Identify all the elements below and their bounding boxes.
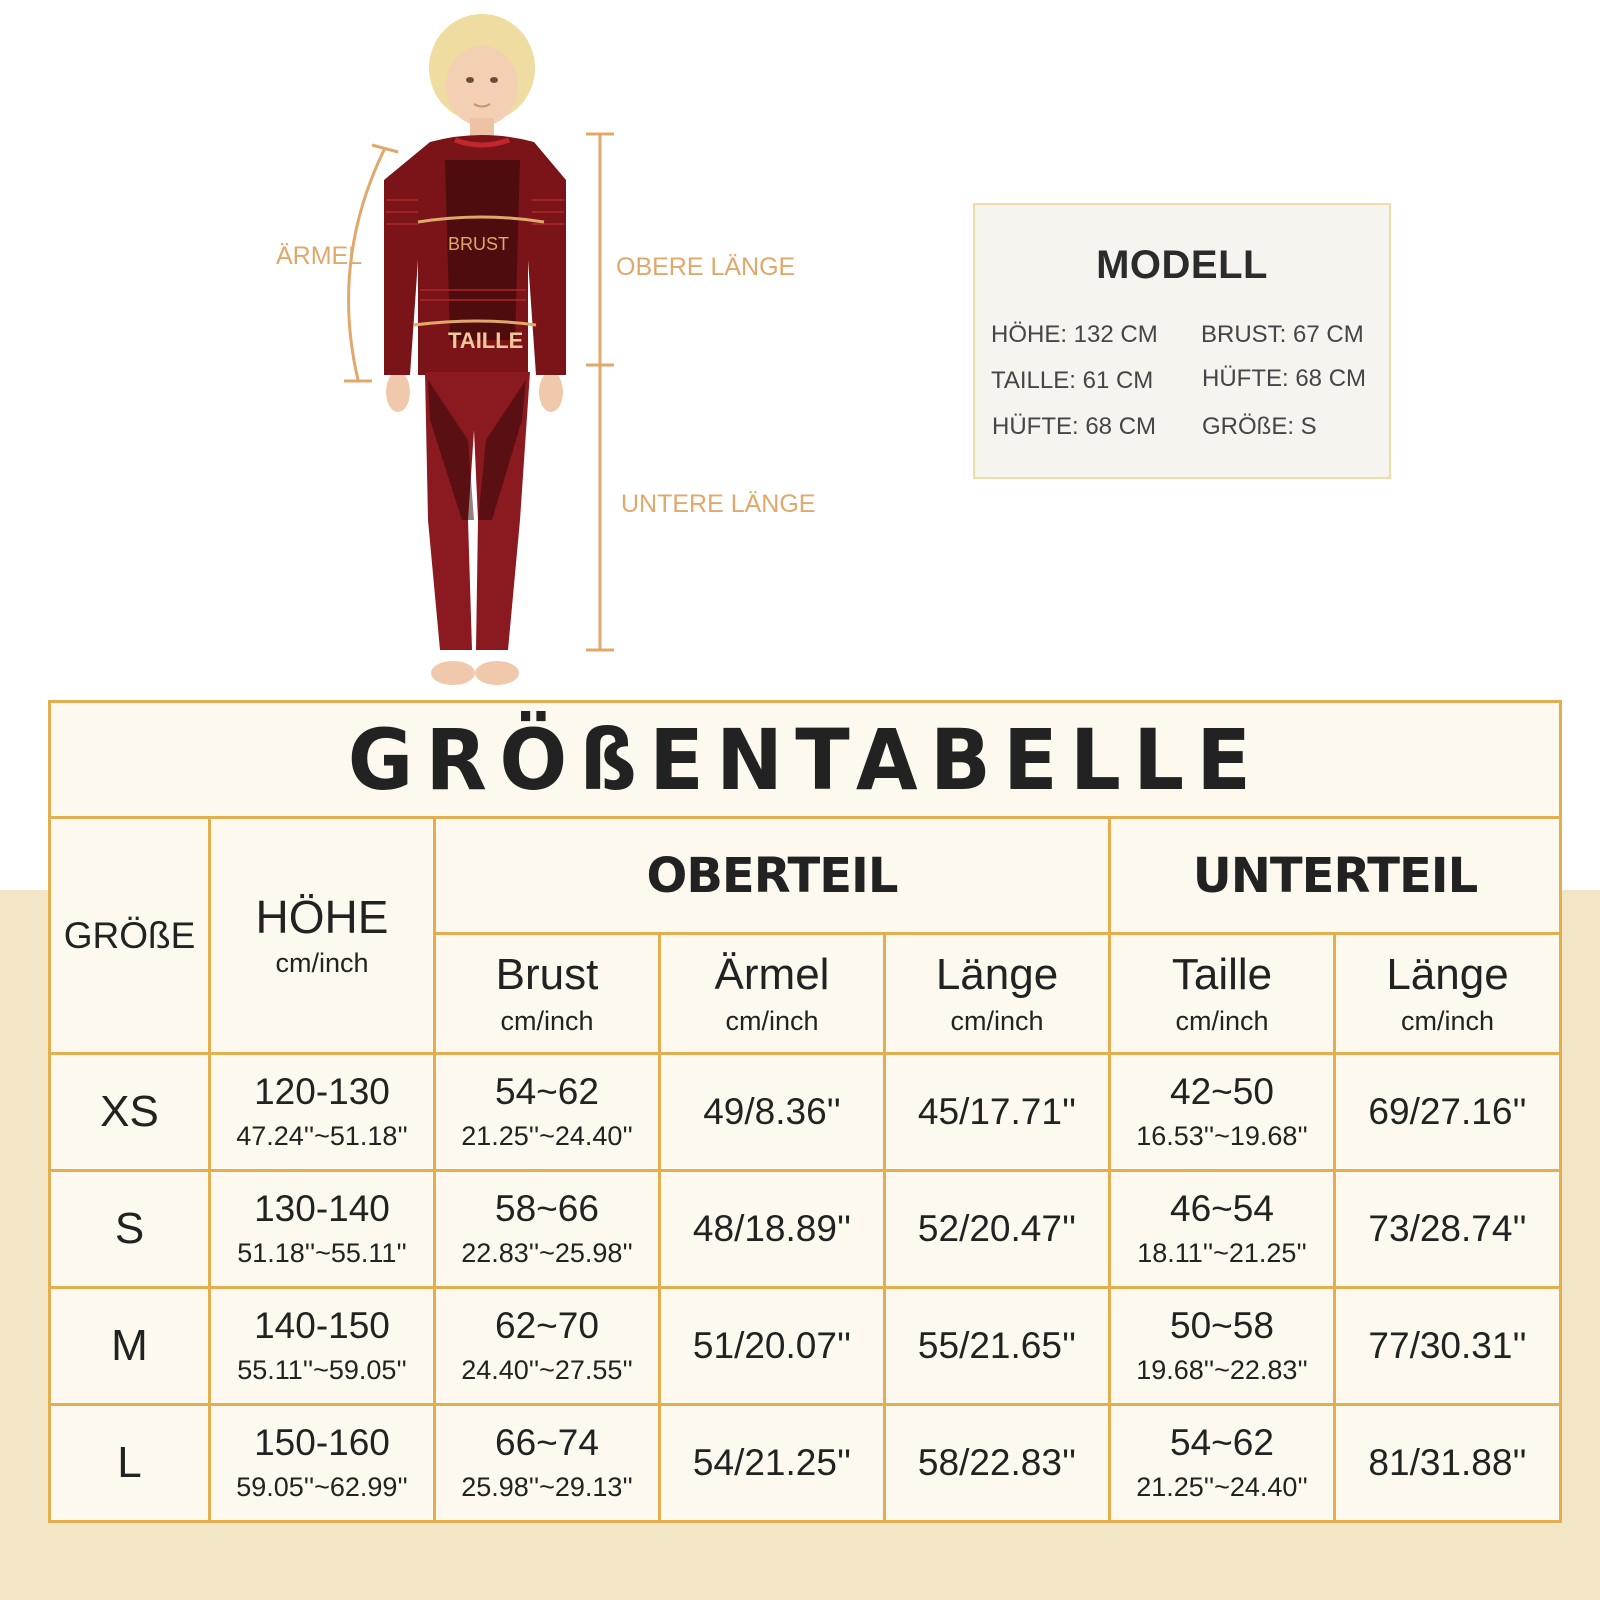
top-length-cell: 58/22.83'' — [885, 1405, 1110, 1522]
sleeve-cell: 54/21.25'' — [660, 1405, 885, 1522]
top-length-header-label: Länge — [935, 949, 1059, 999]
height-cm: 130-140 — [254, 1188, 390, 1229]
model-waist: TAILLE: 61 CM — [991, 367, 1154, 394]
height-cell — [210, 1405, 435, 1522]
upper-length-label: OBERE LÄNGE — [616, 253, 796, 281]
height-inch: 59.05''~62.99'' — [236, 1472, 408, 1502]
chest-cm: 66~74 — [495, 1422, 599, 1463]
chest-column-header — [435, 934, 660, 1054]
top-length-column-header — [885, 934, 1110, 1054]
chest-cell — [435, 1171, 660, 1288]
bottom-length-cell: 69/27.16'' — [1335, 1054, 1561, 1171]
size-cell: S — [50, 1171, 210, 1288]
sleeve-header-unit: cm/inch — [725, 1005, 819, 1036]
waist-cm: 46~54 — [1170, 1188, 1274, 1229]
bottom-length-column-header — [1335, 934, 1561, 1054]
waist-cm: 54~62 — [1170, 1422, 1274, 1463]
height-cell — [210, 1054, 435, 1171]
size-cell: L — [50, 1405, 210, 1522]
left-foot-shape — [431, 661, 475, 685]
waist-inch: 18.11''~21.25'' — [1137, 1238, 1307, 1268]
chest-cm: 54~62 — [495, 1071, 599, 1112]
top-length-cell: 55/21.65'' — [885, 1288, 1110, 1405]
sleeve-cell: 48/18.89'' — [660, 1171, 885, 1288]
height-inch: 51.18''~55.11'' — [237, 1238, 407, 1268]
waist-column-header — [1110, 934, 1335, 1054]
face-shape — [446, 46, 518, 126]
top-length-header-unit: cm/inch — [950, 1005, 1044, 1036]
table-row — [50, 1288, 1561, 1405]
chest-inch: 22.83''~25.98'' — [461, 1238, 633, 1268]
waist-header-unit: cm/inch — [1175, 1005, 1269, 1036]
sleeve-cell: 51/20.07'' — [660, 1288, 885, 1405]
height-cm: 140-150 — [254, 1305, 390, 1346]
bottom-group-header: UNTERTEIL — [1110, 818, 1561, 934]
waist-label: TAILLE — [448, 328, 524, 353]
height-column-header — [210, 818, 435, 1054]
bottom-length-cell: 81/31.88'' — [1335, 1405, 1561, 1522]
height-cell — [210, 1171, 435, 1288]
right-foot-shape — [475, 661, 519, 685]
chest-inch: 21.25''~24.40'' — [461, 1121, 633, 1151]
bottom-length-header-label: Länge — [1386, 949, 1509, 999]
model-chest: BRUST: 67 CM — [1201, 321, 1364, 348]
sleeve-cell: 49/8.36'' — [660, 1054, 885, 1171]
waist-cell — [1110, 1171, 1335, 1288]
bottom-length-cell: 77/30.31'' — [1335, 1288, 1561, 1405]
height-inch: 55.11''~59.05'' — [237, 1355, 407, 1385]
height-cm: 150-160 — [254, 1422, 390, 1463]
sleeve-label: ÄRMEL — [276, 242, 363, 270]
table-row — [50, 1171, 1561, 1288]
chest-cm: 58~66 — [495, 1188, 599, 1229]
chest-cell — [435, 1054, 660, 1171]
model-hip: HÜFTE: 68 CM — [1202, 365, 1367, 392]
size-column-header: GRÖßE — [50, 818, 210, 1054]
model-info-box — [973, 203, 1391, 479]
waist-inch: 16.53''~19.68'' — [1136, 1121, 1308, 1151]
size-chart-table — [48, 700, 1562, 1523]
size-chart-title: GRÖßENTABELLE — [87, 702, 1522, 818]
table-row — [50, 1405, 1561, 1522]
chest-header-label: Brust — [495, 949, 599, 999]
top-group-header: OBERTEIL — [435, 818, 1110, 934]
height-cm: 120-130 — [254, 1071, 390, 1112]
left-hand-shape — [386, 372, 410, 412]
height-inch: 47.24''~51.18'' — [236, 1121, 408, 1151]
waist-header-label: Taille — [1171, 949, 1273, 999]
table-row — [50, 1054, 1561, 1171]
sleeve-column-header — [660, 934, 885, 1054]
chest-cell — [435, 1288, 660, 1405]
waist-inch: 21.25''~24.40'' — [1136, 1472, 1308, 1502]
chest-inch: 25.98''~29.13'' — [461, 1472, 633, 1502]
chest-cell — [435, 1405, 660, 1522]
model-height: HÖHE: 132 CM — [991, 321, 1158, 348]
waist-cell — [1110, 1405, 1335, 1522]
model-title: MODELL — [1096, 243, 1268, 287]
bottom-length-cell: 73/28.74'' — [1335, 1171, 1561, 1288]
waist-inch: 19.68''~22.83'' — [1136, 1355, 1308, 1385]
chest-header-unit: cm/inch — [500, 1005, 594, 1036]
height-cell — [210, 1288, 435, 1405]
model-size: GRÖßE: S — [1202, 413, 1317, 440]
height-header-label: HÖHE — [255, 890, 389, 943]
chest-inch: 24.40''~27.55'' — [461, 1355, 633, 1385]
model-hip-repeat: HÜFTE: 68 CM — [992, 413, 1157, 440]
top-length-cell: 45/17.71'' — [885, 1054, 1110, 1171]
chest-cm: 62~70 — [495, 1305, 599, 1346]
waist-cm: 50~58 — [1170, 1305, 1274, 1346]
waist-cm: 42~50 — [1170, 1071, 1274, 1112]
size-cell: M — [50, 1288, 210, 1405]
waist-cell — [1110, 1054, 1335, 1171]
sleeve-header-label: Ärmel — [714, 949, 830, 999]
chest-label: BRUST — [448, 234, 510, 254]
height-header-unit: cm/inch — [275, 947, 369, 978]
right-hand-shape — [539, 372, 563, 412]
size-cell: XS — [50, 1054, 210, 1171]
bottom-length-header-unit: cm/inch — [1400, 1005, 1495, 1036]
lower-length-label: UNTERE LÄNGE — [621, 490, 816, 518]
top-length-cell: 52/20.47'' — [885, 1171, 1110, 1288]
waist-cell — [1110, 1288, 1335, 1405]
